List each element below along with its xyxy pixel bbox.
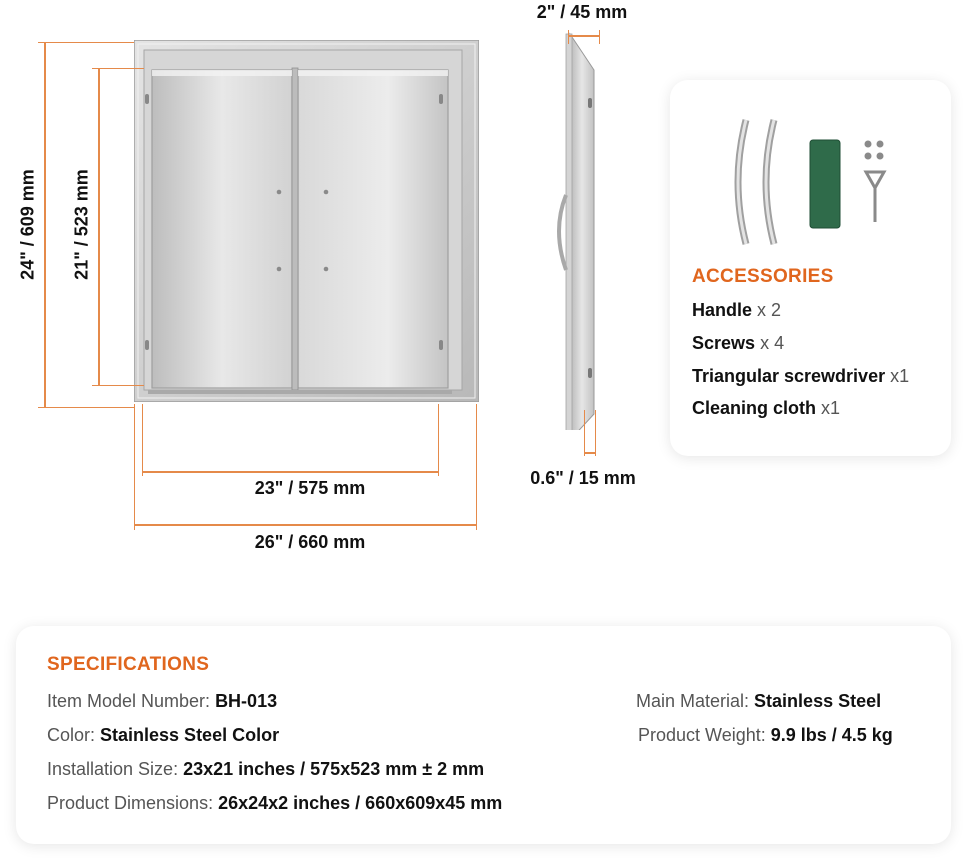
- inner-width-label: 23" / 575 mm: [254, 478, 366, 498]
- spec-main-material: Main Material: Stainless Steel: [636, 691, 882, 711]
- product-side-view: [548, 30, 618, 430]
- screws-icon: [865, 141, 884, 160]
- inner-width-line: [142, 471, 439, 473]
- spec-product-dimensions: Product Dimensions: 26x24x2 inches / 660x609x45 mm: [47, 793, 503, 813]
- inner-width-tick-right: [438, 404, 439, 476]
- inner-width-tick-left: [142, 404, 143, 476]
- triangular-screwdriver-icon: [866, 172, 884, 222]
- accessories-title: ACCESSORIES: [692, 266, 834, 287]
- outer-height-label: 24" / 609 mm: [17, 169, 38, 280]
- flange-line: [584, 452, 596, 454]
- cleaning-cloth-icon: [810, 140, 840, 228]
- accessory-item: Cleaning cloth x1: [692, 398, 841, 418]
- spec-product-weight: Product Weight: 9.9 lbs / 4.5 kg: [638, 725, 893, 745]
- accessory-item: Triangular screwdriver x1: [692, 366, 910, 386]
- accessory-item: Handle x 2: [692, 300, 782, 320]
- inner-height-tick-top: [92, 68, 144, 69]
- inner-height-line: [98, 68, 100, 386]
- inner-height-tick-bottom: [92, 385, 144, 386]
- spec-color: Color: Stainless Steel Color: [47, 725, 280, 745]
- accessories-card: [670, 80, 951, 456]
- outer-height-tick-top: [38, 42, 134, 43]
- depth-label: 2" / 45 mm: [536, 2, 628, 22]
- depth-tick-left: [568, 30, 569, 44]
- specifications-title: SPECIFICATIONS: [47, 654, 210, 675]
- outer-width-tick-left: [134, 404, 135, 530]
- depth-line: [568, 35, 600, 37]
- inner-height-label: 21" / 523 mm: [71, 169, 92, 280]
- accessories-image: [726, 112, 906, 252]
- accessory-item: Screws x 4: [692, 333, 785, 353]
- flange-tick-left: [584, 410, 585, 456]
- outer-width-tick-right: [476, 404, 477, 530]
- double-door-illustration: [134, 40, 479, 402]
- depth-tick-right: [599, 30, 600, 44]
- flange-label: 0.6" / 15 mm: [530, 468, 636, 488]
- specifications-card: [16, 626, 951, 844]
- flange-tick-right: [595, 410, 596, 456]
- side-profile-illustration: [548, 30, 618, 430]
- spec-model-number: Item Model Number: BH-013: [47, 691, 278, 711]
- outer-height-tick-bottom: [38, 407, 134, 408]
- spec-installation-size: Installation Size: 23x21 inches / 575x523 mm ± 2 mm: [47, 759, 485, 779]
- outer-height-line: [44, 42, 46, 408]
- product-front-view: [134, 40, 479, 402]
- outer-width-label: 26" / 660 mm: [254, 532, 366, 552]
- outer-width-line: [134, 524, 477, 526]
